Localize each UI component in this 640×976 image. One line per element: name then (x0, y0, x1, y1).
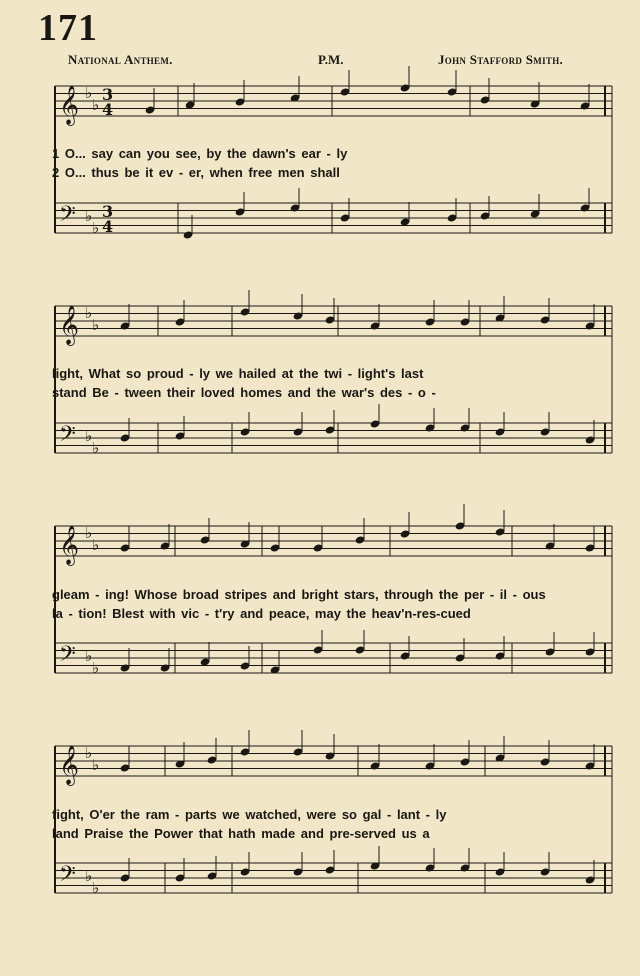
flat-icon: ♭ (85, 744, 93, 762)
composer: John Stafford Smith. (438, 52, 564, 67)
bass-clef-icon: 𝄢 (59, 862, 76, 892)
time-signature-top: 3 (102, 85, 114, 104)
lyric-line-s2-v2: stand Be - tween their loved homes and the war's des - o - (52, 385, 436, 400)
lyric-line-s4-v1: fight, O'er the ram - parts we watched, were so gal - lant - ly (52, 807, 447, 822)
flat-icon: ♭ (85, 207, 93, 225)
meter: P.M. (318, 52, 344, 67)
time-signature-top: 3 (102, 202, 114, 221)
flat-icon: ♭ (92, 659, 100, 677)
lyric-line-s2-v1: light, What so proud - ly we hailed at the twi - light's last (52, 366, 424, 381)
lyric-line-s1-v2: 2 O... thus be it ev - er, when free men shall (52, 165, 340, 180)
hymn-number: 171 (38, 7, 98, 49)
flat-icon: ♭ (85, 867, 93, 885)
flat-icon: ♭ (85, 647, 93, 665)
bass-clef-icon: 𝄢 (59, 422, 76, 452)
bass-clef-icon: 𝄢 (59, 642, 76, 672)
flat-icon: ♭ (92, 219, 100, 237)
lyric-line-s1-v1: 1 O... say can you see, by the dawn's ear - ly (52, 146, 348, 161)
flat-icon: ♭ (92, 756, 100, 774)
flat-icon: ♭ (85, 304, 93, 322)
lyric-line-s3-v2: la - tion! Blest with vic - t'ry and peace, may the heav'n-res-cued (52, 606, 471, 621)
time-signature-bottom: 4 (102, 100, 114, 119)
flat-icon: ♭ (92, 536, 100, 554)
flat-icon: ♭ (92, 316, 100, 334)
lyric-line-s3-v1: gleam - ing! Whose broad stripes and bright stars, through the per - il - ous (52, 587, 546, 602)
flat-icon: ♭ (85, 84, 93, 102)
time-signature-bottom: 4 (102, 217, 114, 236)
flat-icon: ♭ (85, 427, 93, 445)
flat-icon: ♭ (85, 524, 93, 542)
staff-systems (55, 66, 612, 897)
lyric-line-s4-v2: land Praise the Power that hath made and pre-served us a (52, 826, 430, 841)
treble-clef-icon: 𝄞 (59, 85, 80, 125)
flat-icon: ♭ (92, 96, 100, 114)
flat-icon: ♭ (92, 439, 100, 457)
treble-clef-icon: 𝄞 (59, 745, 80, 785)
treble-clef-icon: 𝄞 (59, 305, 80, 345)
bass-clef-icon: 𝄢 (59, 202, 76, 232)
tune-name: National Anthem. (68, 52, 173, 67)
flat-icon: ♭ (92, 879, 100, 897)
treble-clef-icon: 𝄞 (59, 525, 80, 565)
